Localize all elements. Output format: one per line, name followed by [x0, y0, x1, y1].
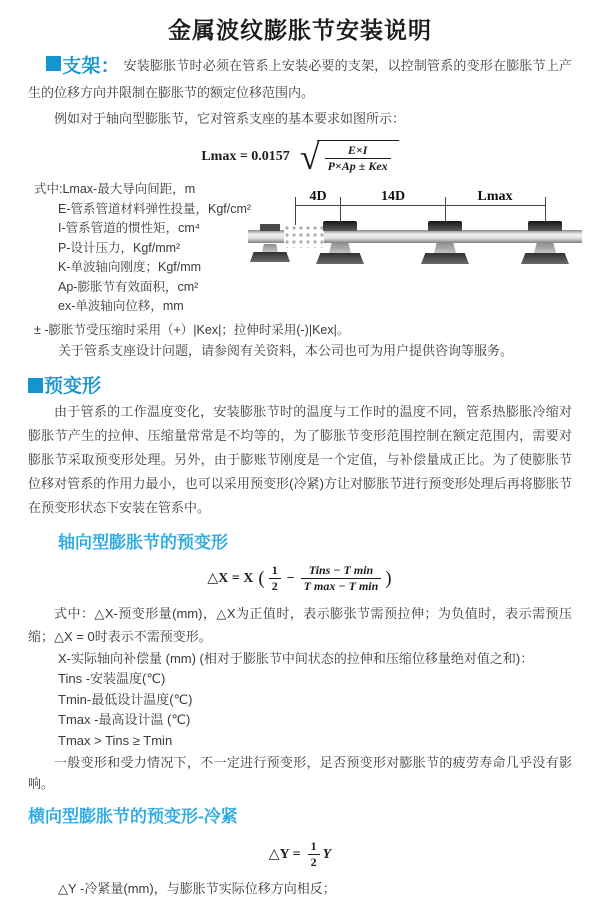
close-paren: )	[385, 567, 392, 589]
fraction-numerator: 1	[308, 839, 320, 855]
pipe-support	[521, 221, 569, 264]
section-bullet-icon	[46, 56, 61, 71]
definition-line: K-单波轴向刚度；Kgf/mm	[58, 260, 202, 274]
formula-lmax-fraction	[325, 143, 391, 174]
dimension-label-lmax: Lmax	[477, 189, 513, 204]
formula-lateral-lhs: △Y =	[268, 847, 301, 862]
fraction-denominator: 2	[271, 579, 278, 593]
anchor-support	[250, 224, 290, 266]
formula-axial-predeform	[0, 563, 600, 594]
support-neck	[329, 243, 351, 253]
anchor-cap	[260, 224, 280, 231]
fraction-numerator: 1	[269, 563, 281, 579]
subheading-axial: 轴向型膨胀节的预变形	[58, 533, 228, 552]
temperature-fraction	[301, 563, 382, 594]
section-header-predeform	[28, 371, 600, 398]
support-note-line: 关于管系支座设计问题，请参阅有关资料，本公司也可为用户提供咨询等服务。	[58, 343, 514, 358]
formula-lmax	[0, 137, 600, 177]
formula-lateral-rhs: Y	[322, 846, 332, 862]
section-header-support: 支架：	[62, 56, 120, 77]
section-bullet-icon	[28, 378, 43, 393]
fraction-denominator: T max − T min	[303, 579, 379, 593]
fraction-numerator: E×I	[325, 143, 391, 159]
pipe-support-diagram	[248, 189, 596, 292]
temp-line: Tmax > Tins ≥ Tmin	[58, 732, 173, 748]
page-title: 金属波纹膨胀节安装说明	[168, 17, 432, 43]
support-saddle	[528, 221, 562, 231]
definition-line: P-设计压力，Kgf/mm²	[58, 240, 181, 255]
radical-sign-icon: √	[299, 137, 320, 177]
dimension-label-4d: 4D	[309, 189, 327, 204]
support-saddle	[323, 221, 357, 231]
dimension-line	[295, 205, 545, 206]
definition-line: Ap-膨胀节有效面积，cm²	[58, 279, 199, 294]
definition-line: I-管系管道的惯性矩，cm⁴	[58, 221, 201, 235]
sqrt-body	[317, 140, 399, 174]
support-example-line: 例如对于轴向型膨胀节，它对管系支座的基本要求如图所示：	[54, 111, 406, 126]
lateral-note-line: △Y -冷紧量(mm)，与膨胀节实际位移方向相反；	[58, 881, 336, 896]
one-half-fraction	[269, 563, 281, 594]
axial-x-line: X-实际轴向补偿量 (mm) (相对于膨胀节中间状态的拉伸和压缩位移量绝对值之和)：	[58, 651, 534, 666]
axial-note-line: 一般变形和受力情况下，不一定进行预变形，足否预变形对膨胀节的疲劳寿命几乎没有影响。	[28, 755, 572, 791]
definition-line: 式中:Lmax-最大导向间距，m	[34, 182, 196, 196]
formula-axial-lhs: △X = X	[207, 571, 254, 586]
section-header-predeform-label: 预变形	[44, 376, 102, 397]
pipe-support	[316, 221, 364, 264]
subheading-lateral: 横向型膨胀节的预变形-冷紧	[28, 807, 238, 826]
formula-lateral-coldspring	[0, 839, 600, 870]
dimension-label-14d: 14D	[380, 189, 406, 204]
support-base	[421, 253, 469, 264]
axial-explain-paragraph: 式中：△X-预变形量(mm)，△X为正值时，表示膨张节需预拉伸；为负值时，表示需预压缩；△X = 0时表示不需预变形。	[28, 606, 572, 644]
support-intro-paragraph	[28, 53, 572, 106]
predeform-body-paragraph: 由于管系的工作温度变化，安装膨胀节时的温度与工作时的温度不同，管系热膨胀冷缩对膨胀节产生的拉伸、压缩量常常是不均等的，为了膨胀节变形范围控制在额定范围内，需要对膨胀节采取预变形处理。另外，由于膨账节刚度是一个定值，与补偿量成正比。为了使膨胀节位移对管系的作用力最小，也可以采用预变形(冷紧)方让对膨胀节进行预变形处理后再将膨胀节在预变形状态下安装在管系中。	[28, 404, 572, 515]
fraction-numerator: Tins − T min	[301, 563, 382, 579]
support-neck	[434, 243, 456, 253]
open-paren: (	[258, 567, 265, 589]
support-intro-text: 安装膨胀节时必须在管系上安装必要的支架，以控制管系的变形在膨胀节上产生的位移方向并限制在膨胀节的额定位移范围内。	[28, 58, 572, 100]
support-base	[316, 253, 364, 264]
fraction-denominator: 2	[310, 855, 317, 869]
support-neck	[534, 243, 556, 253]
sqrt-radical-group	[299, 137, 399, 177]
anchor-neck	[262, 244, 278, 252]
fraction-denominator: P×Ap ± Kex	[327, 159, 388, 173]
definition-line: ex-单波轴向位移，mm	[58, 299, 184, 313]
definition-line-plusminus: ± -膨胀节受压缩时采用（+）|Kex|；拉伸时采用(-)|Kex|。	[34, 322, 350, 337]
minus-operator: −	[286, 570, 295, 586]
support-base	[521, 253, 569, 264]
temp-line: Tmax -最高设计温 (℃)	[58, 712, 191, 727]
definition-line: E-管系管道材料弹性投量，Kgf/cm²	[58, 201, 252, 216]
pipe-support	[421, 221, 469, 264]
temp-line: Tins -安装温度(℃)	[58, 671, 166, 686]
temp-line: Tmin-最低设计温度(℃)	[58, 691, 193, 707]
anchor-base	[250, 252, 290, 262]
formula-lmax-lhs: Lmax = 0.0157	[201, 149, 290, 164]
one-half-fraction	[308, 839, 320, 870]
support-saddle	[428, 221, 462, 231]
